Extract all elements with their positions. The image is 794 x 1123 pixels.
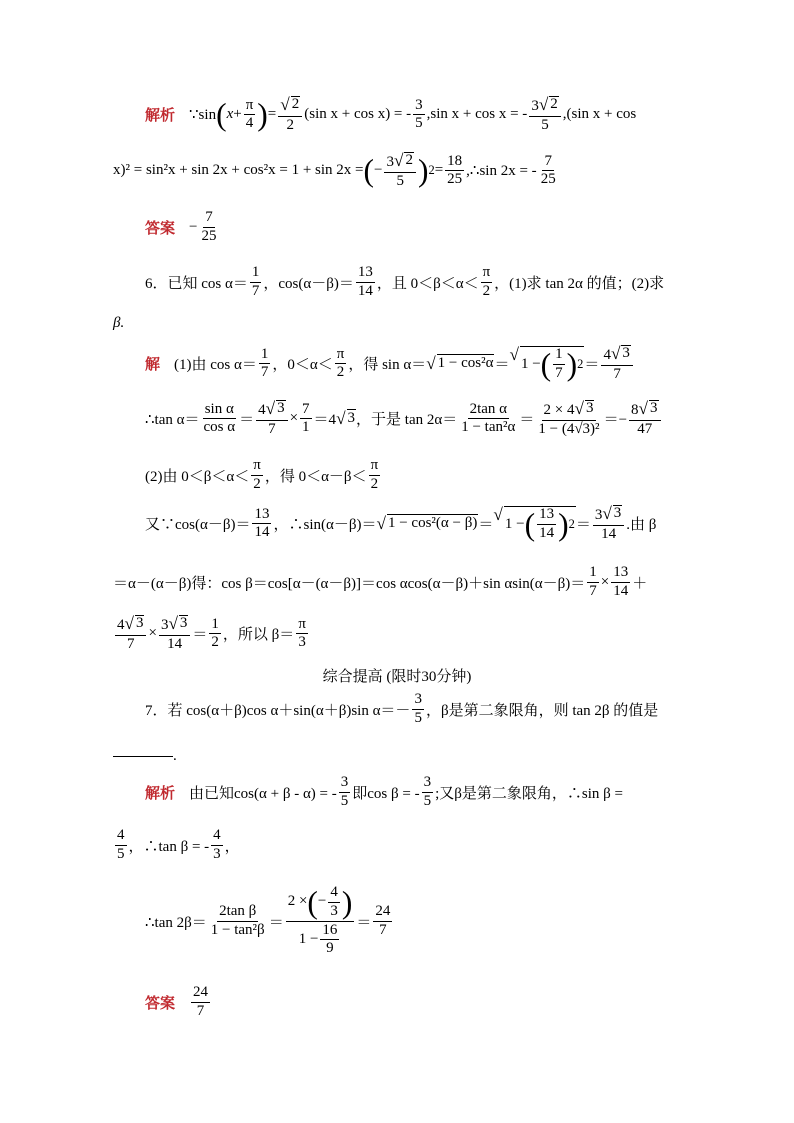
answer-label: 答案 [145,220,176,237]
problem-6-line-2: β. [113,315,125,331]
answer-blank [113,756,173,757]
solution-6-line-5: ＝α－(α－β)得：cos β＝cos[α－(α－β)]＝cos αcos(α－β)＋sin αsin(α－β)＝ $\frac{1}{7}$ × $\frac{13}{14}$ ＋ [113,564,648,599]
problem-6-line-1: 6．已知 cos α＝ $\frac{1}{7}$ ，cos(α－β)＝ $\frac{13}{14}$ ，且 0＜β＜α＜ $\frac{\pi}{2}$ ，(1)求 tan 2α 的值；(2)求 [145,264,665,299]
solution-6-line-1: 解 (1)由 cos α＝ $\frac{1}{7}$ ，0＜α＜ $\frac{\pi}{2}$ ，得 sin α＝ √ 1 − cos²α ＝ √ 1 − ( $\frac{1}{7}$ ) 2 ＝ 4 √ 3 7 [145,345,635,383]
solution-6-line-6: 4 √ 3 7 × 3 √ 3 14 ＝ $\frac{1}{2}$ ，所以 β＝ $\frac{\pi}{3}$ [117,614,306,652]
analysis-label: 解析 [145,108,176,125]
answer-line-7: 答案 $\frac{24}{7}$ [145,984,209,1019]
analysis-label-7: 解析 [145,785,176,802]
solution-label: 解 [145,357,161,374]
analysis-line-2: x)² = sin²x + sin 2x + cos²x = 1 + sin 2x = ( − 3 √ 2 5 ) 2 = $\frac{18}{25}$ ,∴sin 2x = - $\frac{7}{25}$ [113,151,556,189]
problem-7-line-1: 7．若 cos(α＋β)cos α＋sin(α＋β)sin α＝－ $\frac{3}{5}$ ，β是第二象限角，则 tan 2β 的值是 [145,691,659,726]
section-title: 综合提高 (限时30分钟) [322,669,472,685]
solution-6-line-4: 又∵cos(α－β)＝ $\frac{13}{14}$ ，∴sin(α－β)＝ √ 1 − cos²(α − β) ＝ √ 1 − ( $\frac{13}{14}$ ) 2 ＝ 3 √ 3 14 .由 β [145,504,657,542]
solution-7-line-3: ∴tan 2β＝ $\frac{\text{2tan β}}{\text{1 − tan²β}}$ ＝ 2 × ( − $\frac{4}{3}$ ) 1 − $\frac{16}{9}$ ＝ $\frac{24}{7}$ [145,884,391,957]
analysis-line-1: 解析 ∵sin ( x + $\frac{\pi}{4}$ ) = √ 2 2 (sin x + cos x) = - $\frac{3}{5}$ ,sin x + cos x = - 3 √ 2 5 ,(sin x + cos [145,95,637,133]
answer-line-5: 答案 − $\frac{7}{25}$ [145,209,217,244]
solution-7-line-2: $\frac{4}{5}$ ，∴tan β = - $\frac{4}{3}$ ， [117,827,240,862]
solution-6-line-3: (2)由 0＜β＜α＜ $\frac{\pi}{2}$ ，得 0＜α－β＜ $\frac{\pi}{2}$ [145,457,379,492]
problem-7-line-2: . [113,748,177,765]
answer-label-7: 答案 [145,995,176,1012]
solution-7-line-1: 解析 由已知cos(α + β - α) = - $\frac{3}{5}$ 即cos β = - $\frac{3}{5}$ ;又β是第二象限角，∴sin β = [145,774,624,809]
solution-6-line-2: ∴tan α＝ $\frac{\text{sin α}}{\text{cos α}}$ ＝ 4 √ 3 7 × $\frac{7}{1}$ ＝4 √ 3 ，于是 tan 2α＝ $\frac{\text{2tan α}}{\text{1 − tan²α}}$ ＝ 2 × 4 √ 3 1 − (4√3)² ＝− 8 √ 3 47 [145,400,663,438]
